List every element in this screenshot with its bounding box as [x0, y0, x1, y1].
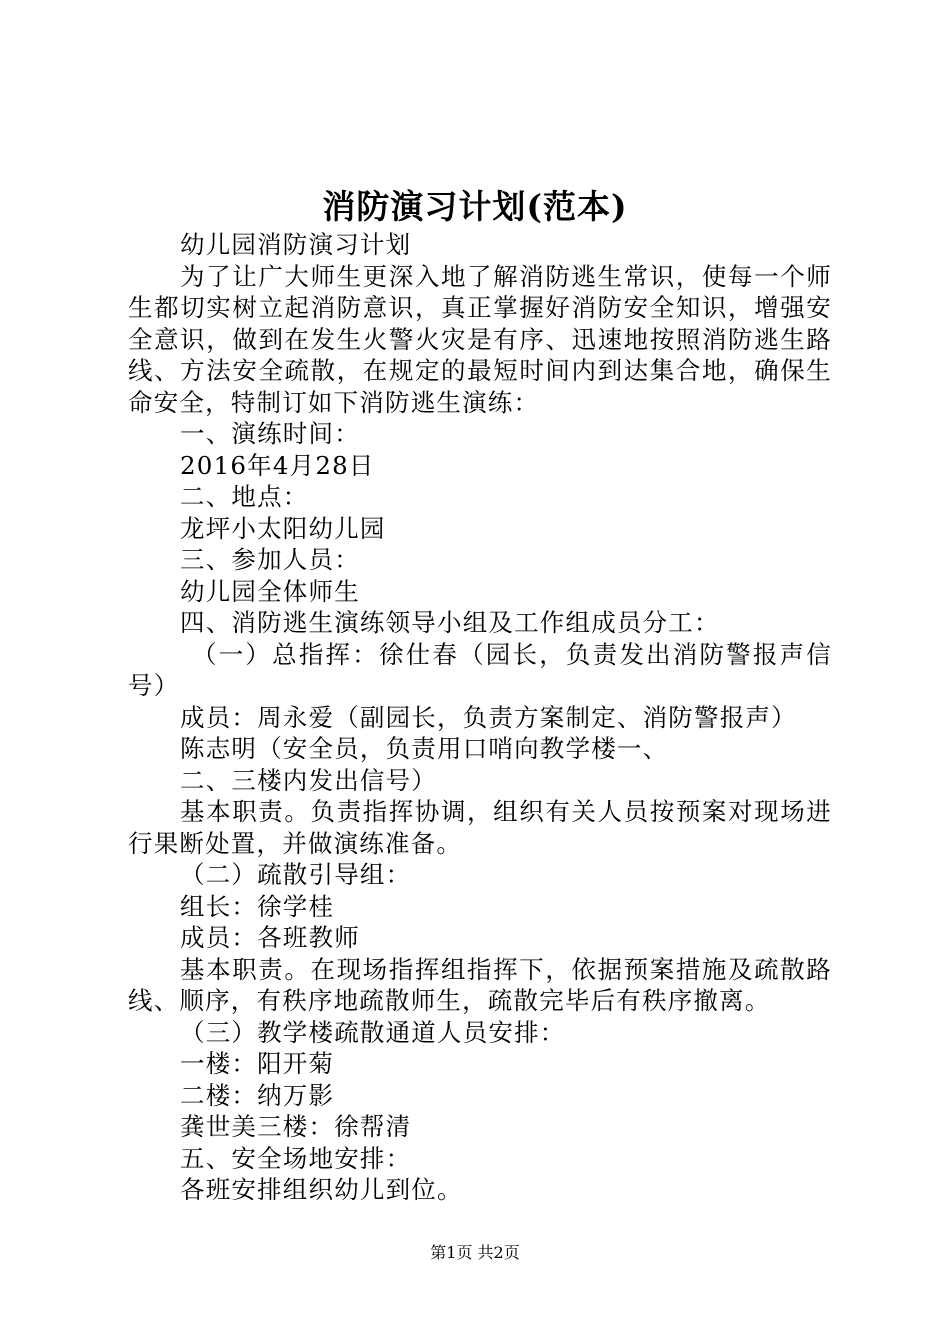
safety-officer-line-continued: 二、三楼内发出信号）	[180, 765, 437, 795]
drill-date: 2016年4月28日	[180, 450, 375, 480]
command-duties: 基本职责。负责指挥协调，组织有关人员按预案对现场进行果断处置，并做演练准备。	[128, 797, 832, 858]
section-heading-team: 四、消防逃生演练领导小组及工作组成员分工：	[180, 608, 720, 637]
members-line: 成员：周永爱（副园长，负责方案制定、消防警报声）	[180, 702, 797, 732]
safe-area-arrangement: 各班安排组织幼儿到位。	[180, 1175, 463, 1204]
safety-officer-line: 陈志明（安全员，负责用口哨向教学楼一、	[180, 734, 669, 763]
section-heading-safe-area: 五、安全场地安排：	[180, 1143, 412, 1173]
section-heading-time: 一、演练时间：	[180, 419, 360, 448]
page-title: 消防演习计划(范本)	[322, 187, 628, 226]
document-subtitle: 幼儿园消防演习计划	[180, 230, 412, 259]
subsection-evacuation-guide: （二）疏散引导组：	[180, 860, 412, 889]
page-number-footer: 第1页 共2页	[430, 1243, 520, 1262]
intro-paragraph: 为了让广大师生更深入地了解消防逃生常识，使每一个师生都切实树立起消防意识，真正掌握好消防安全知识，增强安全意识，做到在发生火警火灾是有序、迅速地按照消防逃生路线、方法安全疏散，在规定的最短时间内到达集合地，确保生命安全，特制订如下消防逃生演练：	[128, 261, 832, 417]
floor-three-staff: 龚世美三楼：徐帮清	[180, 1112, 412, 1141]
document-body	[128, 229, 832, 1206]
floor-two-staff: 二楼：纳万影	[180, 1080, 335, 1110]
group-leader: 组长：徐学桂	[180, 891, 335, 921]
commander-line: （一）总指挥：徐仕春（园长，负责发出消防警报声信号）	[128, 639, 832, 700]
section-heading-participants: 三、参加人员：	[180, 545, 360, 574]
subsection-stairway-staff: （三）教学楼疏散通道人员安排：	[180, 1017, 566, 1047]
floor-one-staff: 一楼：阳开菊	[180, 1049, 335, 1078]
participants: 幼儿园全体师生	[180, 576, 360, 606]
drill-location: 龙坪小太阳幼儿园	[180, 513, 386, 543]
section-heading-location: 二、地点：	[180, 482, 309, 511]
evacuation-duties: 基本职责。在现场指挥组指挥下，依据预案措施及疏散路线、顺序，有秩序地疏散师生，疏散完毕后有秩序撤离。	[128, 954, 832, 1015]
group-members: 成员：各班教师	[180, 923, 360, 952]
